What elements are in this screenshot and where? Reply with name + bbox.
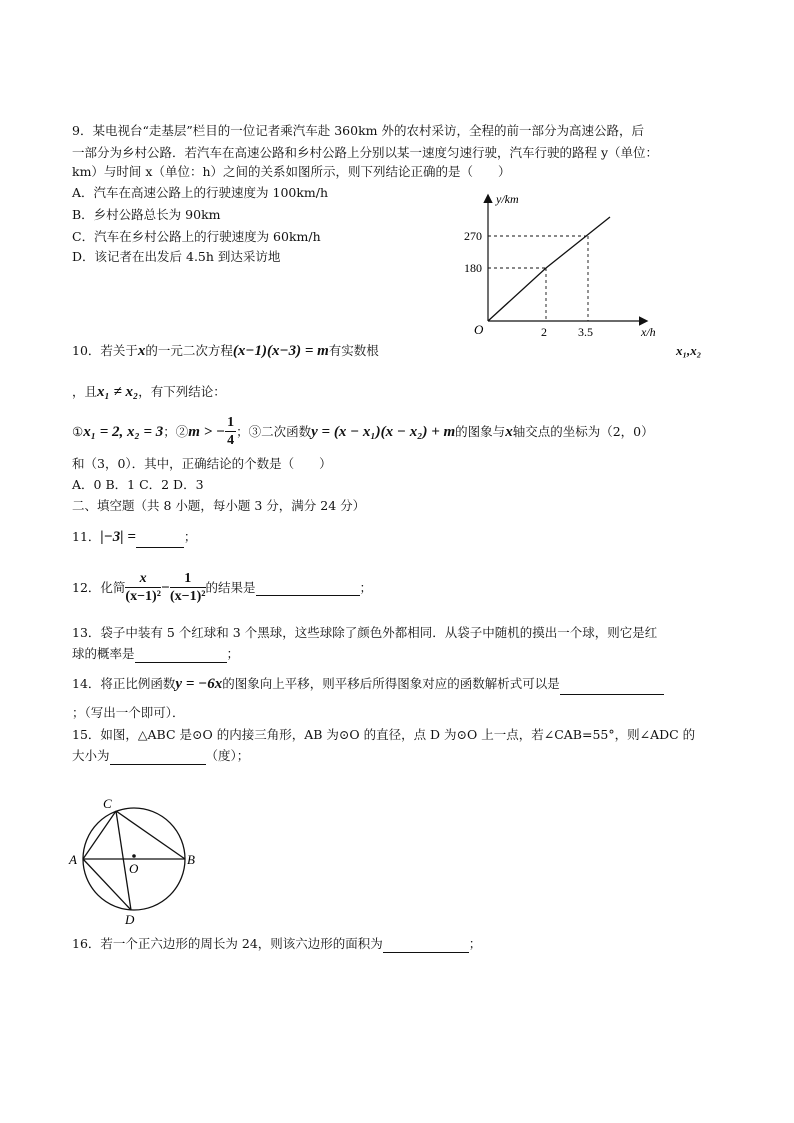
q15-circle-figure [66, 794, 206, 926]
q13-line2-prefix: 球的概率是 [72, 646, 135, 661]
q10-conclusion-3-func: y = (x − x₁)(x − x₂) + m [311, 424, 456, 440]
q13-line-2 [72, 645, 239, 663]
q15-line2-prefix: 大小为 [72, 748, 110, 763]
q14-line-1 [72, 673, 664, 695]
q9-option-a: A．汽车在高速公路上的行驶速度为 100km/h [72, 185, 329, 200]
center-point [132, 854, 136, 858]
q10-line-4: 和（3，0）．其中，正确结论的个数是（ ） [72, 456, 332, 471]
q15-line-2 [72, 747, 249, 765]
q16-prefix: 16．若一个正六边形的周长为 24，则该六边形的面积为 [72, 936, 383, 951]
label-d: D [125, 912, 135, 926]
q16-answer-blank[interactable] [383, 938, 469, 953]
q10-c3-x: x [505, 424, 513, 440]
q12-answer-blank[interactable] [256, 581, 360, 596]
q13-line-1: 13．袋子中装有 5 个红球和 3 个黑球，这些球除了颜色外都相同．从袋子中随机的摸出一个球，则它是红 [72, 625, 658, 640]
label-c: C [103, 796, 112, 811]
q10-condition: x₁ ≠ x₂ [97, 384, 139, 400]
q11-expression: |−3| = [100, 529, 136, 545]
q10-line2-prefix: ，且 [72, 384, 98, 399]
q14-line-2: ；（写出一个即可）． [72, 705, 185, 720]
q10-conclusion-1: x₁ = 2, x₂ = 3 [83, 424, 164, 440]
q9-option-c: C．汽车在乡村公路上的行驶速度为 60km/h [72, 229, 321, 244]
q14-suffix: 的图象向上平移，则平移后所得图象对应的函数解析式可以是 [222, 676, 560, 691]
q9-distance-time-graph [460, 188, 670, 343]
q12-suffix: ； [359, 580, 373, 595]
q10-mid-1: 的一元二次方程 [145, 343, 233, 358]
q12-line [72, 566, 372, 610]
q14-answer-blank[interactable] [560, 680, 664, 695]
q15-line2-suffix: （度）； [205, 748, 250, 763]
q10-conclusions [72, 412, 654, 452]
q11-prefix: 11． [72, 529, 101, 544]
q12-fraction-1: $\frac{x}{\text{(x−1)²}}$ [125, 571, 161, 604]
label-a: A [69, 852, 77, 867]
q10-line-1 [72, 340, 379, 362]
q10-var-x: x [137, 343, 146, 359]
q10-c2-sep: ；② [163, 424, 189, 439]
label-b: B [187, 852, 195, 867]
q12-minus: − [160, 580, 170, 596]
q9-option-d: D．该记者在出发后 4.5h 到达采访地 [72, 249, 281, 264]
chord-cb [116, 811, 185, 859]
y-tick-270: 270 [464, 229, 482, 243]
q10-fraction-quarter: $\frac{1}{4}$ [227, 415, 235, 448]
chord-ac [83, 811, 116, 859]
q10-line2-suffix: ，有下列结论： [138, 384, 226, 399]
q10-c3-mid: 的图象与 [455, 424, 506, 439]
y-tick-180: 180 [464, 261, 482, 275]
q10-conclusion-2: m > − [188, 424, 226, 440]
q11-line [72, 526, 196, 548]
q15-answer-blank[interactable] [110, 750, 206, 765]
q16-suffix: ； [468, 936, 482, 951]
q10-equation: (x−1)(x−3) = m [232, 343, 329, 359]
q9-line-1: 9．某电视台“走基层”栏目的一位记者乘汽车赴 360km 外的农村采访，全程的前一部分为高速公路，后 [72, 123, 644, 138]
q10-line-2 [72, 381, 226, 403]
q12-fraction-2: $\frac{1}{\text{(x−1)²}}$ [170, 571, 206, 604]
q14-prefix: 14．将正比例函数 [72, 676, 176, 691]
x-tick-2: 2 [541, 325, 547, 339]
q10-roots: x₁,x₂ [676, 343, 702, 358]
q12-mid: 的结果是 [205, 580, 256, 595]
q10-c1-mark: ① [72, 424, 84, 439]
distance-line [488, 217, 610, 321]
q9-line-3: km）与时间 x（单位：h）之间的关系如图所示，则下列结论正确的是（ ） [72, 164, 511, 179]
y-axis-label: y/km [496, 192, 519, 206]
q13-suffix: ； [226, 646, 240, 661]
q10-c3-suffix: 轴交点的坐标为（2，0） [512, 424, 654, 439]
q13-answer-blank[interactable] [135, 648, 227, 663]
label-o: O [129, 861, 139, 876]
q10-mid-2: 有实数根 [328, 343, 379, 358]
q11-suffix: ； [183, 529, 197, 544]
q15-line-1: 15．如图，△ABC 是⊙O 的内接三角形，AB 为⊙O 的直径，点 D 为⊙O 上一点，若∠CAB=55°，则∠ADC 的 [72, 727, 696, 742]
origin-label: O [474, 322, 484, 337]
q10-c3-sep: ；③二次函数 [236, 424, 312, 439]
q16-line [72, 935, 481, 953]
x-tick-3-5: 3.5 [578, 325, 593, 339]
q10-prefix: 10．若关于 [72, 343, 138, 358]
q12-prefix: 12．化简 [72, 580, 126, 595]
x-axis-label: x/h [641, 325, 656, 339]
q9-option-b: B．乡村公路总长为 90km [72, 207, 221, 222]
q11-answer-blank[interactable] [136, 533, 184, 548]
q10-options: A．0 B．1 C．2 D．3 [72, 477, 204, 492]
q14-function: y = −6x [175, 676, 223, 692]
q9-line-2: 一部分为乡村公路．若汽车在高速公路和乡村公路上分别以某一速度匀速行驶，汽车行驶的路程 y（单位： [72, 145, 659, 160]
section-2-heading: 二、填空题（共 8 小题，每小题 3 分，满分 24 分） [72, 498, 366, 513]
